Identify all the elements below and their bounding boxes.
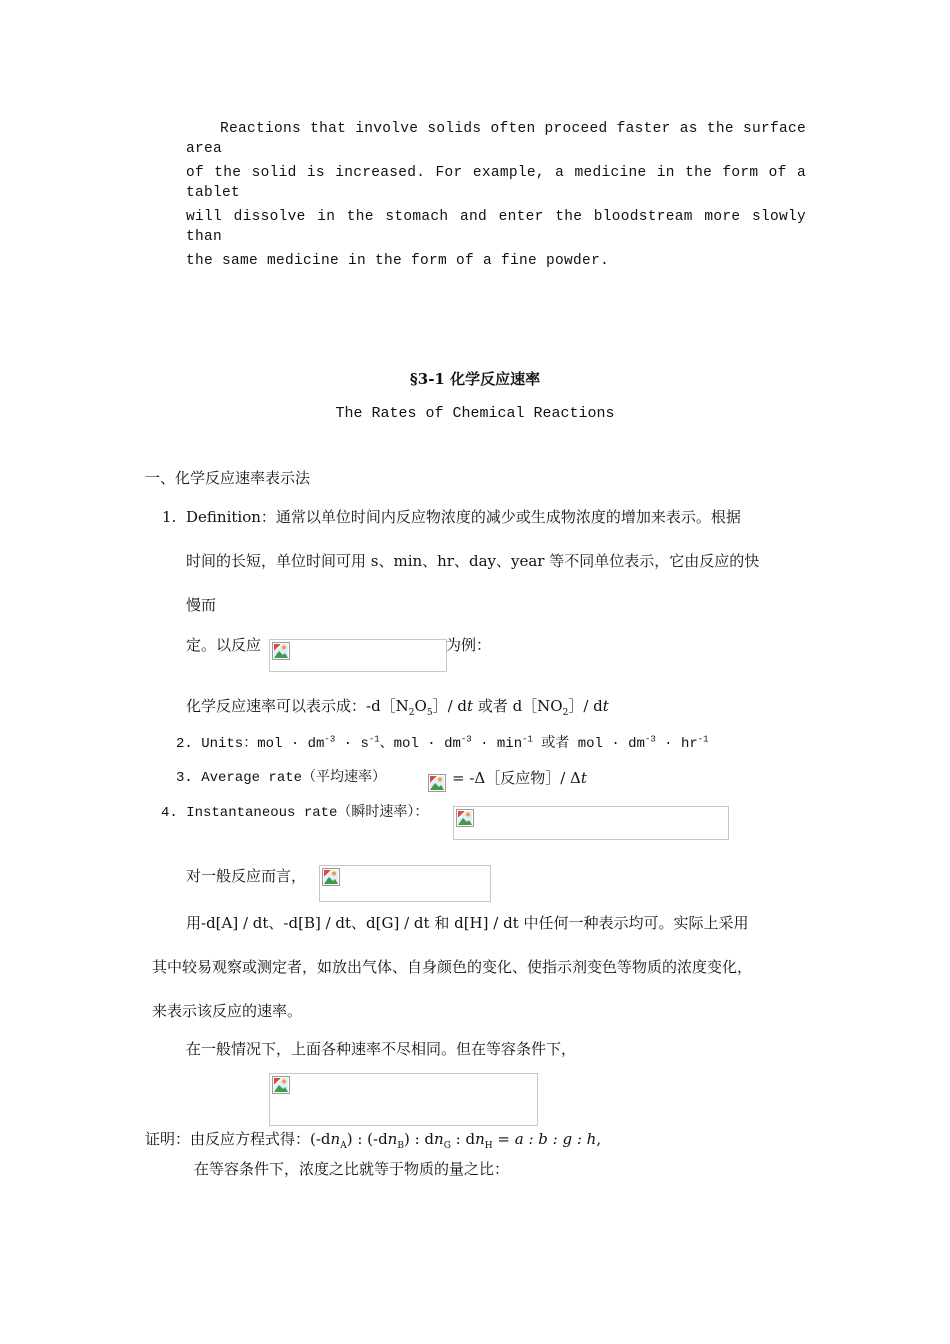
proof-line: 证明：由反应方程式得：$(-dn_A)$ : $(-dn_B)$ : $dn_G$ : $dn_H = a$ : b : g : h, xyxy=(145,1130,602,1151)
rate-equality-image xyxy=(269,1073,538,1126)
intro-line-2: of the solid is increased. For example, a medicine in the form of a tablet xyxy=(186,165,806,201)
broken-image-icon xyxy=(322,868,340,886)
instantaneous-rate-image xyxy=(453,806,729,840)
broken-image-icon xyxy=(272,642,290,660)
concentration-ratio-line: 在等容条件下，浓度之比就等于物质的量之比： xyxy=(194,1160,510,1178)
definition-line-1: Definition：通常以单位时间内反应物浓度的减少或生成物浓度的增加来表示。根据 xyxy=(186,508,741,526)
rate-expression: 化学反应速率可以表示成：$-d[N_2O_5]/$ dt 或者 $d[NO_2]/$ dt xyxy=(186,697,609,718)
usage-line-2: 其中较易观察或测定者，如放出气体、自身颜色的变化、使指示剂变色等物质的浓度变化， xyxy=(152,958,753,976)
usage-line-1: 用-d[A] / dt、-d[B] / dt、d[G] / dt 和 d[H] / dt 中任何一种表示均可。实际上采用 xyxy=(186,914,749,932)
definition-line-4b: 为例： xyxy=(446,636,492,654)
definition-line-3: 慢而 xyxy=(186,596,217,614)
definition-line-4a: 定。以反应 xyxy=(186,636,262,654)
broken-image-icon xyxy=(456,809,474,827)
section-subtitle: The Rates of Chemical Reactions xyxy=(335,405,615,422)
average-rate-formula: = -Δ［反应物］/ Δt xyxy=(452,769,587,787)
intro-line-1: Reactions that involve solids often proceed faster as the surface area xyxy=(186,121,806,157)
general-reaction-image xyxy=(319,865,491,902)
average-rate-label: 3. Average rate（平均速率） xyxy=(176,770,387,786)
instantaneous-rate-label: 4. Instantaneous rate（瞬时速率）： xyxy=(161,805,429,821)
definition-line-2: 时间的长短，单位时间可用 s、min、hr、day、year 等不同单位表示，它由反应的快 xyxy=(186,552,760,570)
part1-heading: 一、化学反应速率表示法 xyxy=(145,469,311,487)
definition-number: 1. xyxy=(162,508,177,526)
usage-line-3: 来表示该反应的速率。 xyxy=(152,1002,303,1020)
intro-line-3: will dissolve in the stomach and enter the bloodstream more slowly than xyxy=(186,209,806,245)
general-reaction-label: 对一般反应而言， xyxy=(186,867,307,885)
units-line: 2. Units：mol · $dm^{-3} \cdot s^{-1}$、mol · $dm^{-3} \cdot \min^{-1}$ 或者 mol · $dm^{-3} \cdot hr^{-1}$ xyxy=(176,734,709,752)
average-rate-image-icon xyxy=(428,774,446,792)
broken-image-icon xyxy=(272,1076,290,1094)
reaction-equation-image xyxy=(269,639,447,672)
section-title: §3-1 化学反应速率 xyxy=(409,370,541,388)
general-condition-line: 在一般情况下，上面各种速率不尽相同。但在等容条件下， xyxy=(186,1040,577,1058)
intro-line-4: the same medicine in the form of a fine powder. xyxy=(186,253,610,269)
